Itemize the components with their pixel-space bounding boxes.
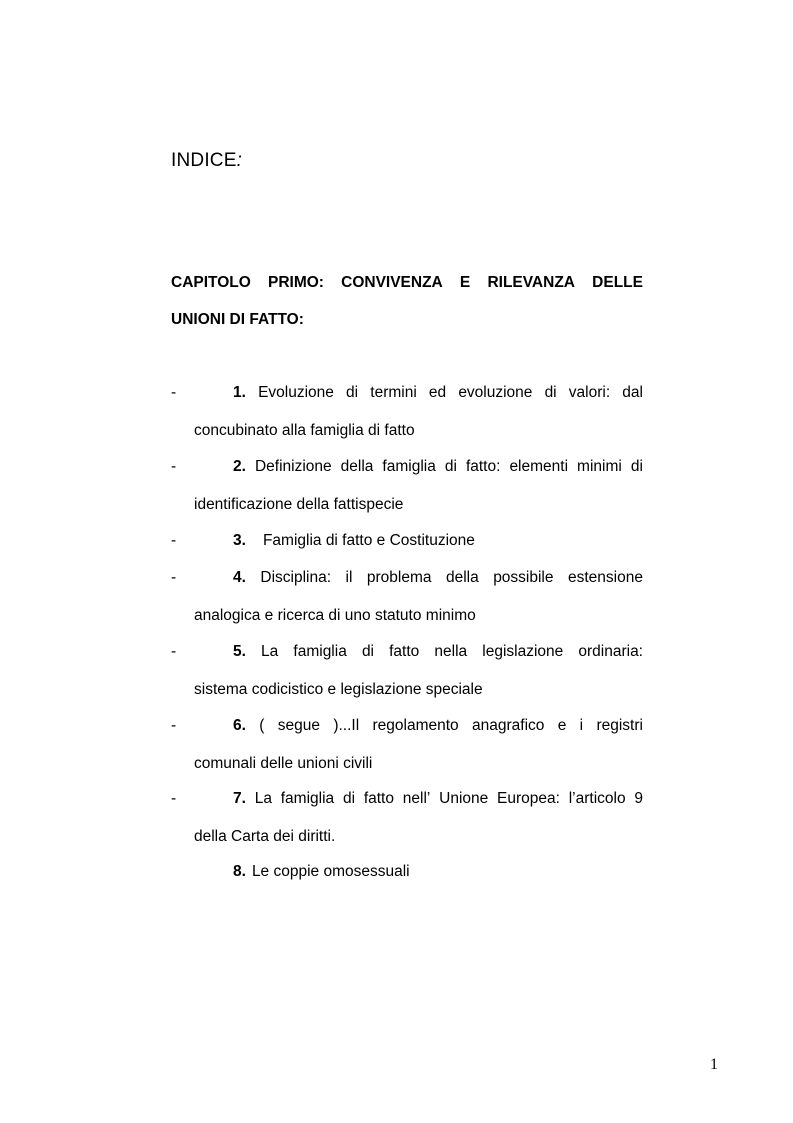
chapter-word: RILEVANZA xyxy=(487,274,575,291)
toc-entry-word: Disciplina: xyxy=(260,569,332,586)
toc-entry-word: estensione xyxy=(567,569,643,586)
toc-entry-word: fatto xyxy=(389,643,420,660)
toc-entry-continuation-text: concubinato alla famiglia di fatto xyxy=(194,422,415,439)
toc-entry-line xyxy=(171,642,643,662)
chapter-word: PRIMO: xyxy=(267,274,324,291)
toc-entry-continuation xyxy=(171,421,643,441)
toc-entry-text xyxy=(233,568,643,588)
toc-bullet-dash: - xyxy=(171,384,177,401)
toc-entry-word: fatto: xyxy=(465,458,501,475)
toc-entry-word: famiglia xyxy=(293,643,347,660)
toc-bullet-dash: - xyxy=(171,643,177,660)
toc-entry-word: registri xyxy=(596,717,643,734)
toc-entry-line xyxy=(171,457,643,477)
toc-entry-word: segue xyxy=(277,717,320,734)
toc-entry-word: legislazione xyxy=(482,643,564,660)
toc-entry-text xyxy=(233,383,643,403)
toc-entry-word: La xyxy=(254,790,272,807)
toc-entry-word: ( xyxy=(259,717,265,734)
toc-entry-continuation-text: comunali delle unioni civili xyxy=(194,755,373,772)
chapter-word: DELLE xyxy=(592,274,643,291)
toc-entry-word: di xyxy=(342,790,356,807)
toc-entry-word: di xyxy=(346,384,359,401)
toc-entry-word: di xyxy=(544,384,557,401)
toc-entry-word: i xyxy=(579,717,584,734)
toc-entry-continuation xyxy=(171,495,643,515)
toc-entry-number: 3. xyxy=(233,532,246,549)
toc-entry-word: regolamento xyxy=(372,717,459,734)
toc-entry-title: Le coppie omosessuali xyxy=(251,863,410,880)
toc-entry-number: 2. xyxy=(233,458,246,475)
toc-entry-text xyxy=(233,531,643,551)
toc-entry-word: nell’ xyxy=(402,790,431,807)
toc-entry-continuation xyxy=(171,606,643,626)
toc-entry-word: possibile xyxy=(493,569,554,586)
toc-entry-line xyxy=(171,716,643,736)
toc-entry-word: minimi xyxy=(577,458,622,475)
toc-entry-word: famiglia xyxy=(280,790,335,807)
toc-entry-word: La xyxy=(261,643,279,660)
toc-entry-text xyxy=(233,862,643,882)
toc-entry-line xyxy=(171,862,643,882)
toc-entry-text xyxy=(233,642,643,662)
toc-entry-word: )...Il xyxy=(333,717,360,734)
index-title xyxy=(171,150,242,172)
toc-entry-word: evoluzione xyxy=(458,384,533,401)
toc-entry-word: di xyxy=(444,458,457,475)
chapter-word: E xyxy=(459,274,471,291)
toc-entry-continuation-text: identificazione della fattispecie xyxy=(194,496,404,513)
toc-entry-word: problema xyxy=(366,569,432,586)
toc-entry-title: Famiglia di fatto e Costituzione xyxy=(262,532,475,549)
toc-entry-word: Europea: xyxy=(497,790,560,807)
toc-entry-continuation xyxy=(171,827,643,847)
toc-entry-number: 1. xyxy=(233,384,246,401)
toc-entry-word: anagrafico xyxy=(472,717,545,734)
toc-entry-line xyxy=(171,383,643,403)
toc-entry-continuation-text: sistema codicistico e legislazione speciale xyxy=(194,681,483,698)
toc-entry-line xyxy=(171,568,643,588)
toc-entry-word: della xyxy=(445,569,479,586)
toc-entry-word: ed xyxy=(428,384,447,401)
page-number: 1 xyxy=(710,1056,718,1073)
toc-entry-word: della xyxy=(340,458,374,475)
toc-entry-word: Evoluzione xyxy=(258,384,334,401)
toc-bullet-dash: - xyxy=(171,569,177,586)
toc-entry-continuation xyxy=(171,754,643,774)
toc-entry-continuation-text: della Carta dei diritti. xyxy=(194,828,336,845)
chapter-heading-line1 xyxy=(171,274,643,292)
toc-entry-word: dal xyxy=(622,384,643,401)
toc-entry-word: fatto xyxy=(363,790,394,807)
toc-entry-number: 5. xyxy=(233,643,246,660)
toc-entry-number: 8. xyxy=(233,863,246,880)
toc-bullet-dash: - xyxy=(171,458,177,475)
toc-bullet-dash: - xyxy=(171,532,177,549)
toc-entry-word: Definizione xyxy=(254,458,332,475)
toc-entry-word: elementi xyxy=(509,458,569,475)
toc-entry-number: 6. xyxy=(233,717,246,734)
toc-entry-number: 7. xyxy=(233,790,246,807)
toc-entry-line xyxy=(171,531,643,551)
toc-entry-word: famiglia xyxy=(382,458,436,475)
toc-entry-continuation-text: analogica e ricerca di uno statuto minimo xyxy=(194,607,476,624)
toc-entry-word: il xyxy=(345,569,353,586)
chapter-word: CONVIVENZA xyxy=(341,274,443,291)
toc-entry-word: e xyxy=(557,717,567,734)
index-title-colon: : xyxy=(236,150,243,171)
toc-entry-word: di xyxy=(361,643,375,660)
toc-entry-line xyxy=(171,789,643,809)
toc-entry-text xyxy=(233,789,643,809)
toc-entry-word: valori: xyxy=(568,384,611,401)
chapter-word: CAPITOLO xyxy=(171,274,251,291)
toc-entry-word: 9 xyxy=(634,790,643,807)
toc-entry-word: nella xyxy=(434,643,468,660)
toc-entry-text xyxy=(233,457,643,477)
index-title-text: INDICE xyxy=(171,150,237,171)
toc-entry-text xyxy=(233,716,643,736)
toc-entry-number: 4. xyxy=(233,569,246,586)
toc-entry-continuation xyxy=(171,680,643,700)
toc-entry-word: ordinaria: xyxy=(578,643,643,660)
toc-entry-word: di xyxy=(630,458,643,475)
toc-entry-word: Unione xyxy=(439,790,489,807)
toc-entry-word: l’articolo xyxy=(568,790,626,807)
toc-bullet-dash: - xyxy=(171,717,177,734)
chapter-heading-line2: UNIONI DI FATTO: xyxy=(171,311,304,328)
toc-entry-word: termini xyxy=(370,384,417,401)
toc-bullet-dash: - xyxy=(171,790,177,807)
